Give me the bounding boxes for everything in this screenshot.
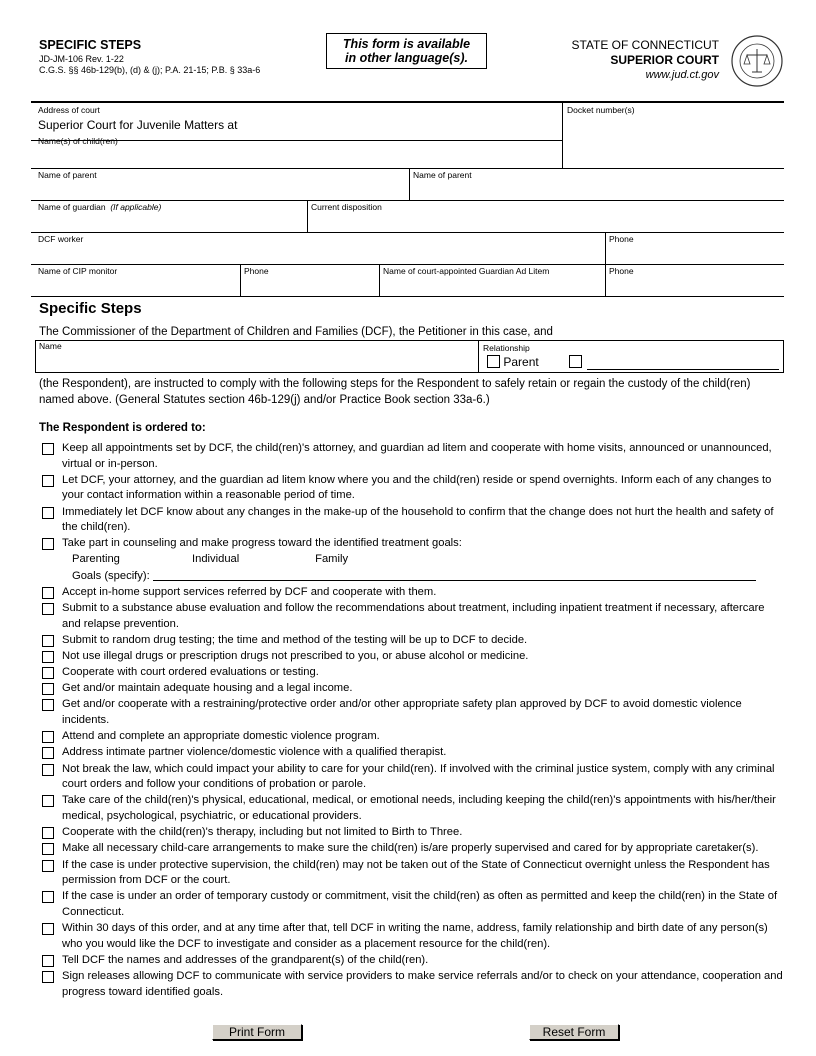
other-relationship-input[interactable] bbox=[587, 369, 779, 370]
step-item bbox=[40, 953, 785, 969]
step-text: Not break the law, which could impact your ability to care for your child(ren). If involved with the criminal justice system, comply with any criminal court orders and follow your conditions of probation or parole. bbox=[62, 762, 775, 791]
field-label: DCF worker bbox=[38, 234, 84, 244]
step-text: Keep all appointments set by DCF, the child(ren)'s attorney, and guardian ad litem and cooperate with home visits, announced or unannounced, virtual or in-person. bbox=[62, 442, 772, 470]
step-text: Cooperate with court ordered evaluations or testing. bbox=[62, 666, 319, 679]
step-text: Immediately let DCF know about any changes in the make-up of the household to confirm that the change does not hurt the health and safety of the child(ren). bbox=[62, 505, 774, 534]
step-checkbox[interactable] bbox=[42, 507, 54, 519]
parent-2-field[interactable] bbox=[410, 168, 784, 200]
field-label: Phone bbox=[244, 266, 269, 276]
parent-label: Parent bbox=[503, 355, 539, 369]
field-label: Address of court bbox=[38, 105, 100, 115]
step-text: Take care of the child(ren)'s physical, educational, medical, or emotional needs, including keeping the child(ren)'s appointments with his/her/their medical, psychological, psychiatric, or educational providers. bbox=[62, 794, 776, 822]
step-item bbox=[40, 921, 785, 952]
step-text: If the case is under protective supervision, the child(ren) may not be taken out of the State of Connecticut overnight unless the Respondent has permission from DCF or the court. bbox=[62, 858, 770, 887]
children-names-field[interactable] bbox=[35, 134, 562, 168]
step-checkbox[interactable] bbox=[42, 843, 54, 855]
ordered-heading: The Respondent is ordered to: bbox=[39, 422, 206, 434]
step-item bbox=[40, 729, 785, 745]
gal-phone-field[interactable] bbox=[606, 264, 784, 296]
step-item bbox=[40, 858, 785, 889]
step-checkbox[interactable] bbox=[42, 683, 54, 695]
step-checkbox[interactable] bbox=[42, 795, 54, 807]
step-checkbox[interactable] bbox=[42, 955, 54, 967]
goals-specify-input[interactable] bbox=[153, 568, 756, 581]
relationship-parent-option[interactable] bbox=[487, 355, 539, 369]
step-item bbox=[40, 665, 785, 681]
treatment-goals bbox=[62, 552, 785, 584]
goal-specify[interactable] bbox=[72, 570, 150, 582]
goal-individual[interactable] bbox=[192, 552, 312, 568]
step-checkbox[interactable] bbox=[42, 635, 54, 647]
step-checkbox[interactable] bbox=[42, 747, 54, 759]
field-label: Docket number(s) bbox=[567, 105, 635, 115]
field-label: Phone bbox=[609, 234, 634, 244]
goal-parenting[interactable] bbox=[72, 552, 192, 568]
step-text: Attend and complete an appropriate domestic violence program. bbox=[62, 730, 380, 743]
gal-name-field[interactable] bbox=[380, 264, 605, 296]
goal-label: Individual bbox=[192, 552, 240, 565]
step-checkbox[interactable] bbox=[42, 923, 54, 935]
parent-checkbox[interactable] bbox=[487, 355, 500, 368]
step-text: Within 30 days of this order, and at any time after that, tell DCF in writing the name, address, family relationship and birth date of any person(s) who you would like the DCF to investigate and consider as a placement resource for the child(ren). bbox=[62, 922, 768, 950]
step-item bbox=[40, 601, 785, 632]
step-text: Cooperate with the child(ren)'s therapy, including but not limited to Birth to Three. bbox=[62, 826, 463, 839]
judicial-seal-icon bbox=[730, 34, 784, 88]
step-item bbox=[40, 681, 785, 697]
website: www.jud.ct.gov bbox=[645, 69, 719, 81]
step-item bbox=[40, 536, 785, 584]
step-text: Make all necessary child-care arrangements to make sure the child(ren) is/are properly supervised and cared for by appropriate caretaker(s). bbox=[62, 842, 759, 855]
field-label: Name bbox=[39, 341, 62, 351]
field-label: Phone bbox=[609, 266, 634, 276]
field-label: Name of parent bbox=[413, 170, 472, 180]
goal-family[interactable] bbox=[312, 553, 348, 565]
docket-number-field[interactable] bbox=[564, 103, 784, 168]
step-checkbox[interactable] bbox=[42, 971, 54, 983]
form-id: JD-JM-106 Rev. 1-22 bbox=[39, 54, 124, 64]
steps-list bbox=[40, 441, 785, 1001]
form-title: SPECIFIC STEPS bbox=[39, 38, 142, 52]
print-form-button[interactable]: Print Form bbox=[212, 1024, 302, 1040]
step-item bbox=[40, 825, 785, 841]
step-text: Get and/or maintain adequate housing and a legal income. bbox=[62, 682, 353, 695]
step-item bbox=[40, 697, 785, 728]
language-notice bbox=[326, 33, 487, 69]
step-checkbox[interactable] bbox=[42, 603, 54, 615]
step-checkbox[interactable] bbox=[42, 699, 54, 711]
step-text: Submit to a substance abuse evaluation and follow the recommendations about treatment, including inpatient treatment if necessary, aftercare and relapse prevention. bbox=[62, 601, 765, 630]
court-header bbox=[571, 38, 719, 83]
intro-text: The Commissioner of the Department of Children and Families (DCF), the Petitioner in this case, and bbox=[39, 326, 553, 338]
field-value: Superior Court for Juvenile Matters at bbox=[38, 118, 238, 132]
cip-phone-field[interactable] bbox=[241, 264, 379, 296]
relationship-label: Relationship bbox=[483, 343, 530, 353]
step-item bbox=[40, 841, 785, 857]
step-item bbox=[40, 745, 785, 761]
step-checkbox[interactable] bbox=[42, 731, 54, 743]
step-item bbox=[40, 762, 785, 793]
respondent-box bbox=[35, 340, 784, 373]
field-label: Name of guardian bbox=[38, 202, 106, 212]
court-name: SUPERIOR COURT bbox=[610, 53, 719, 67]
field-label: Name(s) of child(ren) bbox=[38, 136, 118, 146]
step-text: Take part in counseling and make progress toward the identified treatment goals: bbox=[62, 537, 462, 550]
section-heading: Specific Steps bbox=[39, 300, 142, 317]
goal-label: Parenting bbox=[72, 552, 120, 565]
statutes: C.G.S. §§ 46b-129(b), (d) & (j); P.A. 21-15; P.B. § 33a-6 bbox=[39, 65, 261, 75]
step-checkbox[interactable] bbox=[42, 860, 54, 872]
step-text: Not use illegal drugs or prescription drugs not prescribed to you, or abuse alcohol or medicine. bbox=[62, 649, 529, 662]
goal-label: Family bbox=[315, 552, 349, 565]
step-item bbox=[40, 505, 785, 536]
step-text: If the case is under an order of temporary custody or commitment, visit the child(ren) as often as permitted and keep the child(ren) in the State of Connecticut. bbox=[62, 890, 778, 918]
step-text: Tell DCF the names and addresses of the grandparent(s) of the child(ren). bbox=[62, 953, 429, 966]
step-text: Get and/or cooperate with a restraining/protective order and/or other appropriate safety plan approved by DCF to avoid domestic violence incidents. bbox=[62, 698, 742, 727]
field-label: Name of court-appointed Guardian Ad Litem bbox=[383, 266, 550, 276]
parent-1-field[interactable] bbox=[35, 168, 409, 200]
goals-specify-checkbox[interactable] bbox=[42, 538, 54, 550]
dcf-worker-field[interactable] bbox=[35, 232, 605, 264]
field-label: Current disposition bbox=[311, 202, 382, 212]
step-checkbox[interactable] bbox=[42, 475, 54, 487]
state-name: STATE OF CONNECTICUT bbox=[571, 38, 719, 52]
respondent-instructions: (the Respondent), are instructed to comply with the following steps for the Respondent to safely retain or regain the custody of the child(ren) named above. (General Statutes section 46b-129(j) and/or Practice Book section 33a-6.) bbox=[39, 378, 751, 406]
step-item bbox=[40, 969, 785, 1000]
step-checkbox[interactable] bbox=[42, 764, 54, 776]
guardian-field[interactable] bbox=[35, 200, 307, 232]
field-note: (If applicable) bbox=[110, 202, 162, 212]
step-text: Let DCF, your attorney, and the guardian ad litem know where you and the child(ren) reside or spend overnights. Inform each of any changes to your contact information within a reasonable period of time. bbox=[62, 473, 772, 502]
reset-form-button[interactable]: Reset Form bbox=[529, 1024, 619, 1040]
step-checkbox[interactable] bbox=[42, 667, 54, 679]
field-label: Name of CIP monitor bbox=[38, 266, 118, 276]
other-relationship-checkbox[interactable] bbox=[569, 355, 582, 368]
field-label: Name of parent bbox=[38, 170, 97, 180]
current-disposition-field[interactable] bbox=[308, 200, 784, 232]
step-item bbox=[40, 585, 785, 601]
step-checkbox[interactable] bbox=[42, 443, 54, 455]
step-text: Accept in-home support services referred by DCF and cooperate with them. bbox=[62, 585, 437, 598]
notice-line-1: This form is available bbox=[342, 37, 471, 51]
step-text: Sign releases allowing DCF to communicate with service providers to make service referrals and/or to check on your attendance, cooperation and progress toward identified goals. bbox=[62, 970, 783, 998]
step-checkbox[interactable] bbox=[42, 891, 54, 903]
step-item bbox=[40, 889, 785, 920]
step-text: Submit to random drug testing; the time and method of the testing will be up to DCF to decide. bbox=[62, 633, 528, 646]
step-checkbox[interactable] bbox=[42, 827, 54, 839]
step-item bbox=[40, 633, 785, 649]
step-item bbox=[40, 649, 785, 665]
dcf-phone-field[interactable] bbox=[606, 232, 784, 264]
step-checkbox[interactable] bbox=[42, 587, 54, 599]
step-item bbox=[40, 793, 785, 824]
respondent-name-field[interactable] bbox=[36, 341, 478, 372]
cip-monitor-field[interactable] bbox=[35, 264, 240, 296]
notice-line-2: in other language(s). bbox=[345, 51, 468, 65]
step-item bbox=[40, 441, 785, 472]
step-checkbox[interactable] bbox=[42, 651, 54, 663]
step-item bbox=[40, 473, 785, 504]
goal-label: Goals (specify): bbox=[72, 569, 150, 582]
step-text: Address intimate partner violence/domestic violence with a qualified therapist. bbox=[62, 746, 447, 759]
